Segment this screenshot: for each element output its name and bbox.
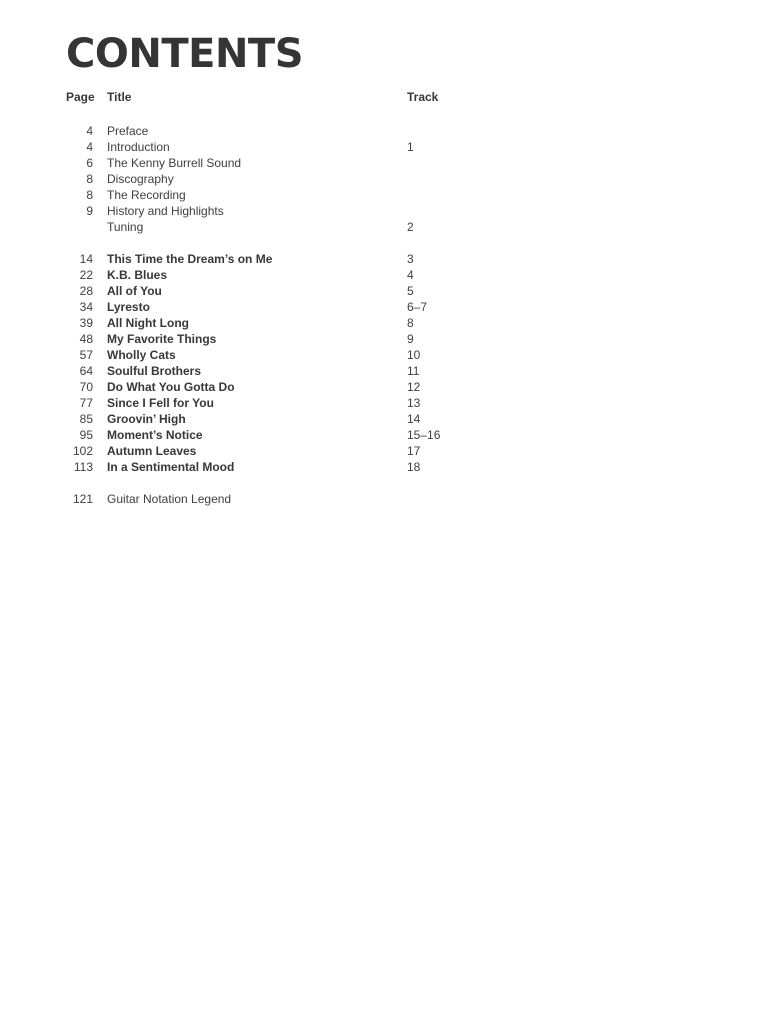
track-cell: 10 (407, 348, 421, 362)
toc-row (66, 379, 728, 395)
toc-row (66, 251, 728, 267)
page-number-cell: 4 (86, 140, 93, 154)
page-number-cell: 70 (79, 380, 93, 394)
page-number-cell: 39 (79, 316, 93, 330)
toc-section-front-matter (66, 123, 728, 235)
title-cell: Since I Fell for You (107, 396, 214, 410)
page-number-cell: 113 (73, 460, 93, 474)
toc-section-songs (66, 251, 728, 475)
title-cell: Groovin’ High (107, 412, 186, 426)
title-cell: K.B. Blues (107, 268, 168, 282)
track-cell: 8 (407, 316, 414, 330)
toc-table (66, 89, 728, 507)
title-cell: This Time the Dream’s on Me (107, 252, 273, 266)
page-number-cell: 34 (79, 300, 93, 314)
page-number-cell: 102 (72, 444, 93, 458)
page-number-cell: 77 (79, 396, 93, 410)
track-cell: 11 (407, 364, 420, 378)
page-number-cell: 9 (86, 204, 93, 218)
track-cell: 14 (407, 412, 421, 426)
toc-row (66, 363, 728, 379)
toc-row (66, 315, 728, 331)
page-number-cell: 8 (86, 172, 93, 186)
toc-row (66, 187, 728, 203)
toc-row (66, 123, 728, 139)
track-cell: 2 (407, 220, 414, 234)
track-cell (407, 203, 728, 219)
toc-row (66, 491, 728, 507)
track-cell: 18 (407, 460, 421, 474)
track-cell: 3 (407, 252, 414, 266)
toc-row (66, 331, 728, 347)
page-number-cell: 57 (79, 348, 93, 362)
page-number-cell: 6 (86, 156, 93, 170)
toc-row (66, 139, 728, 155)
page-number-cell: 8 (86, 188, 93, 202)
title-cell: Moment’s Notice (107, 428, 203, 442)
track-cell (407, 171, 728, 187)
page-title: CONTENTS (66, 31, 304, 77)
track-cell: 15–16 (407, 428, 441, 442)
title-cell: All Night Long (107, 316, 189, 330)
toc-row (66, 283, 728, 299)
title-cell: Do What You Gotta Do (107, 380, 235, 394)
toc-row (66, 219, 728, 235)
track-cell: 12 (407, 380, 421, 394)
title-cell: History and Highlights (107, 204, 224, 218)
track-cell: 6–7 (407, 300, 428, 314)
column-header-title: Title (107, 90, 132, 104)
toc-sections (66, 123, 728, 507)
toc-row (66, 427, 728, 443)
title-cell: Guitar Notation Legend (107, 492, 232, 506)
track-cell: 13 (407, 396, 421, 410)
track-cell (407, 491, 728, 507)
track-cell: 1 (407, 140, 414, 154)
title-cell: Preface (107, 124, 149, 138)
toc-row (66, 411, 728, 427)
toc-row (66, 443, 728, 459)
page-number-cell: 22 (79, 268, 93, 282)
title-cell: Soulful Brothers (107, 364, 202, 378)
page-number-cell: 48 (79, 332, 93, 346)
track-cell: 17 (407, 444, 421, 458)
toc-row (66, 347, 728, 363)
toc-row (66, 267, 728, 283)
title-cell: Introduction (107, 140, 170, 154)
toc-row (66, 459, 728, 475)
title-cell: The Kenny Burrell Sound (107, 156, 242, 170)
track-cell: 5 (407, 284, 414, 298)
toc-section-back-matter (66, 491, 728, 507)
toc-header-row (66, 89, 728, 105)
track-cell (407, 187, 728, 203)
title-cell: Lyresto (107, 300, 150, 314)
track-cell (407, 123, 728, 139)
page-number-cell: 121 (72, 492, 93, 506)
page-number-cell (66, 219, 107, 235)
toc-row (66, 171, 728, 187)
toc-row (66, 299, 728, 315)
column-header-track: Track (407, 90, 439, 104)
page-number-cell: 95 (79, 428, 93, 442)
track-cell: 4 (407, 268, 414, 282)
page-number-cell: 4 (86, 124, 93, 138)
page-number-cell: 14 (79, 252, 93, 266)
title-cell: All of You (107, 284, 162, 298)
toc-row (66, 395, 728, 411)
column-header-page: Page (66, 90, 95, 104)
page-number-cell: 28 (79, 284, 93, 298)
title-cell: In a Sentimental Mood (107, 460, 235, 474)
title-cell: Autumn Leaves (107, 444, 197, 458)
title-cell: Wholly Cats (107, 348, 176, 362)
toc-row (66, 203, 728, 219)
page-number-cell: 64 (79, 364, 93, 378)
page-number-cell: 85 (79, 412, 93, 426)
track-cell (407, 155, 728, 171)
title-cell: The Recording (107, 188, 186, 202)
toc-row (66, 155, 728, 171)
title-cell: Tuning (107, 220, 144, 234)
track-cell: 9 (407, 332, 414, 346)
title-cell: Discography (107, 172, 174, 186)
title-cell: My Favorite Things (107, 332, 217, 346)
